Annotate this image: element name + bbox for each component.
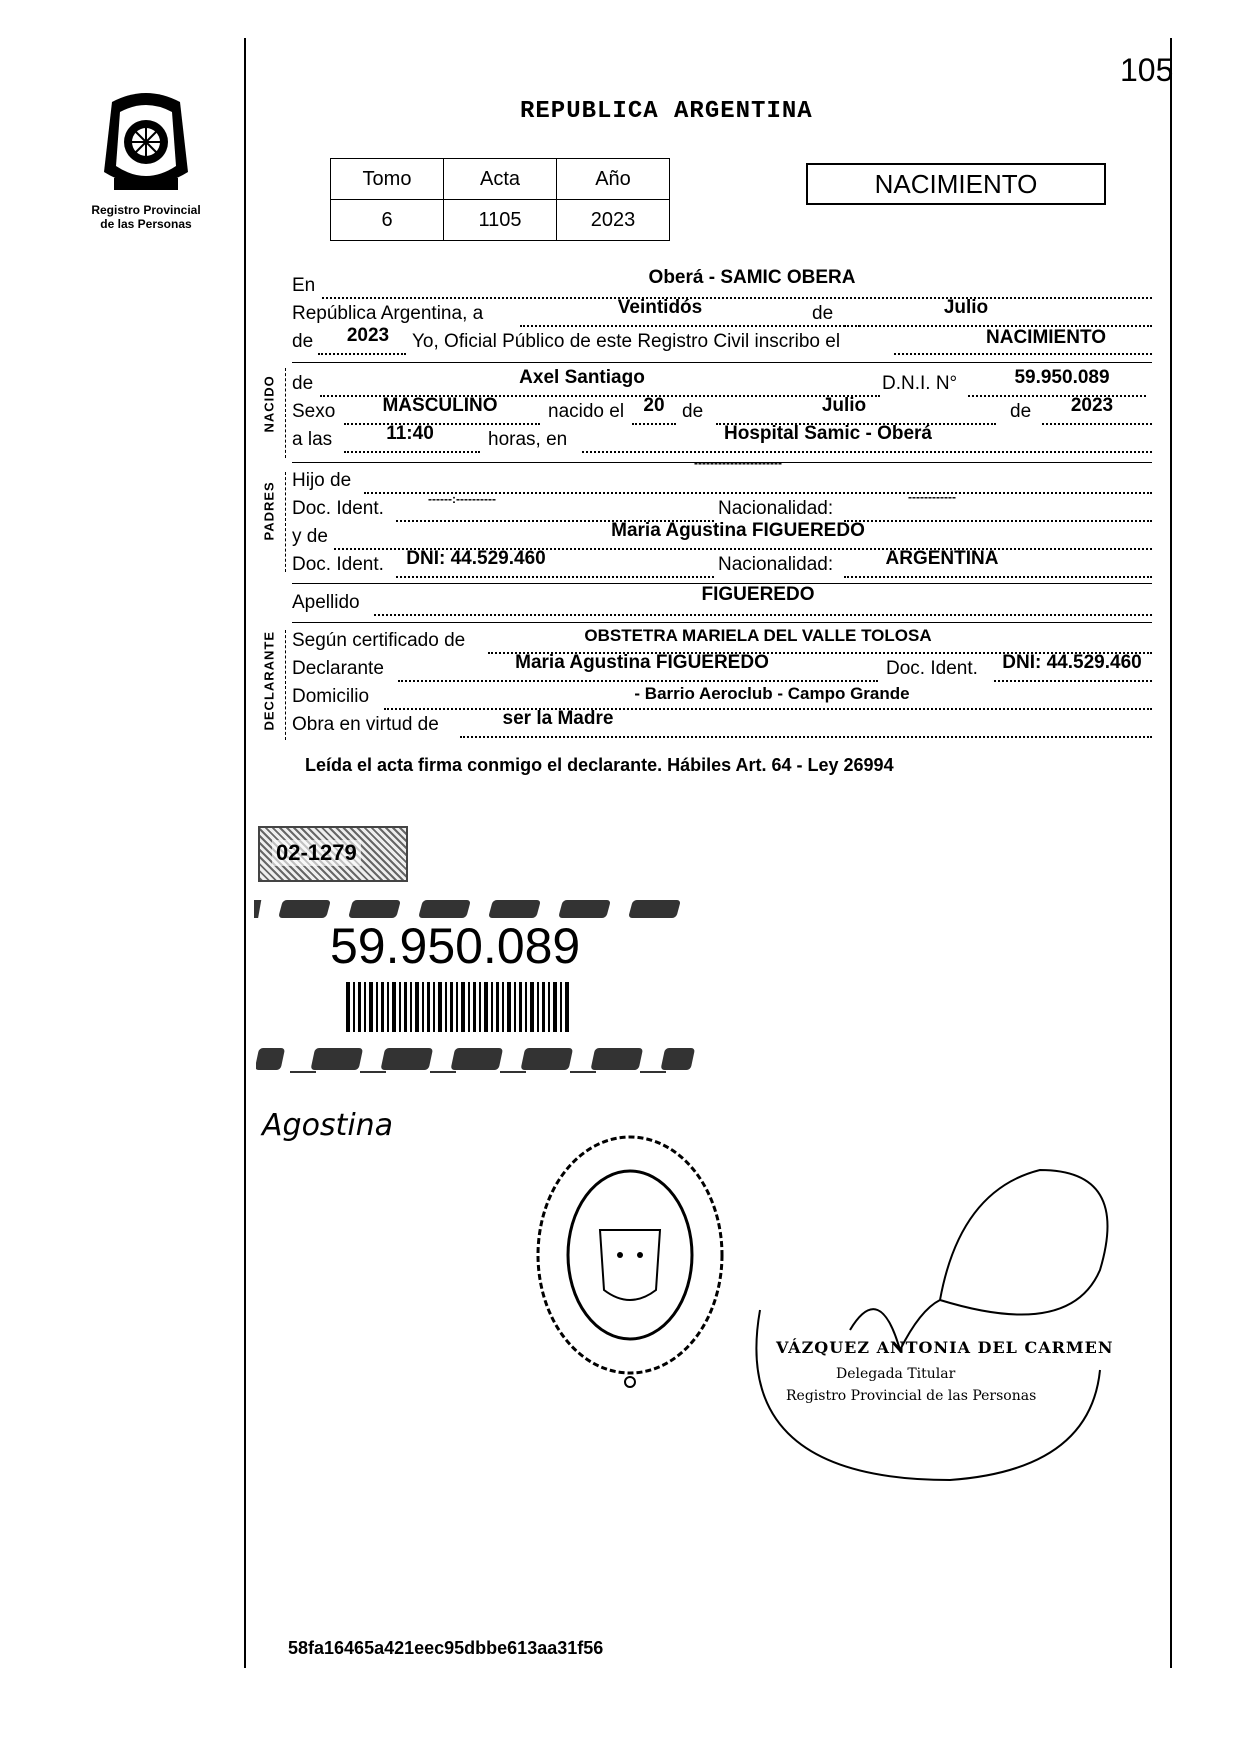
- label-doc-ident: Doc. Ident.: [886, 658, 978, 679]
- child-name: Axel Santiago: [519, 367, 645, 388]
- footer-hash: 58fa16465a421eec95dbbe613aa31f56: [288, 1638, 604, 1658]
- father-doc: ------:----------: [428, 492, 496, 506]
- fill-line: [374, 614, 1152, 616]
- birth-day: 20: [643, 395, 665, 416]
- declarante-label: DECLARANTE: [261, 630, 277, 731]
- row-madre-doc: [292, 548, 1152, 580]
- row-domicilio: [292, 686, 1152, 712]
- label-doc-ident: Doc. Ident.: [292, 554, 384, 575]
- label-de2: de: [292, 331, 314, 352]
- label-domicilio: Domicilio: [292, 686, 370, 707]
- value-acta: 1105: [444, 200, 557, 241]
- label-certificado: Según certificado de: [292, 630, 466, 651]
- fill-line: [398, 680, 878, 682]
- label-horas: horas, en: [488, 429, 568, 450]
- label-dni: D.N.I. N°: [882, 373, 958, 394]
- official-title: Delegada Titular: [836, 1366, 956, 1382]
- official-name: VÁZQUEZ ANTONIA DEL CARMEN: [776, 1338, 1114, 1357]
- fill-line: [318, 353, 406, 355]
- label-de-mid: de: [682, 401, 704, 422]
- label-y-de: y de: [292, 526, 328, 547]
- row-padre-name: [292, 456, 1152, 496]
- row-declarante: [292, 652, 1152, 684]
- register-table: [330, 158, 670, 241]
- day-value: Veintidós: [617, 297, 703, 318]
- father-name: ----------------------: [694, 456, 782, 470]
- label-de-end: de: [1010, 401, 1032, 422]
- header-tomo: Tomo: [331, 159, 444, 200]
- country-title: REPUBLICA ARGENTINA: [520, 98, 813, 125]
- padres-bracket: [285, 472, 286, 572]
- birth-year: 2023: [1070, 395, 1114, 416]
- label-en: En: [292, 275, 316, 296]
- label-hijo-de: Hijo de: [292, 470, 352, 491]
- mother-nationality: ARGENTINA: [885, 548, 999, 569]
- label-nacionalidad: Nacionalidad:: [718, 554, 834, 575]
- place-value: Oberá - SAMIC OBERA: [648, 267, 856, 288]
- fill-line: [968, 395, 1146, 397]
- fill-line: [1042, 423, 1152, 425]
- row-obra: [292, 708, 1152, 740]
- fill-line: [384, 708, 1152, 710]
- official-org: Registro Provincial de las Personas: [786, 1388, 1037, 1404]
- barcode: [346, 982, 570, 1032]
- register-table-values: [331, 200, 670, 241]
- year-value: 2023: [346, 325, 390, 346]
- label-sexo: Sexo: [292, 401, 336, 422]
- section-divider: [292, 362, 1152, 363]
- register-table-header: [331, 159, 670, 200]
- security-stamp: [258, 826, 408, 882]
- fill-line: [994, 680, 1152, 682]
- fill-line: [894, 353, 1152, 355]
- official-signature-scribble: [750, 1150, 1120, 1490]
- label-doc-ident: Doc. Ident.: [292, 498, 384, 519]
- fill-line: [460, 736, 1152, 738]
- registry-name-line1: Registro Provincial: [91, 203, 201, 217]
- surname-value: FIGUEREDO: [701, 584, 815, 605]
- label-nacionalidad: Nacionalidad:: [718, 498, 834, 519]
- handwritten-signature: Agostina: [262, 1108, 394, 1143]
- fill-line: [344, 423, 540, 425]
- fill-line: [844, 576, 1152, 578]
- stamp-code: 02-1279: [272, 840, 361, 866]
- security-pattern-bottom: [256, 1044, 706, 1074]
- capacity-value: ser la Madre: [502, 708, 614, 729]
- label-declarante: Declarante: [292, 658, 384, 679]
- value-tomo: 6: [331, 200, 444, 241]
- declarant-name: Maria Agustina FIGUEREDO: [515, 652, 769, 673]
- row-date: [292, 297, 1152, 329]
- certificate-value: OBSTETRA MARIELA DEL VALLE TOLOSA: [584, 626, 932, 645]
- label-de: de: [812, 303, 834, 324]
- fill-line: [344, 451, 480, 453]
- document-type-box: NACIMIENTO: [806, 163, 1106, 205]
- month-value: Julio: [943, 297, 989, 318]
- province-logo: [92, 82, 200, 200]
- registry-name-line2: de las Personas: [100, 217, 192, 231]
- province-coat-of-arms-icon: [92, 82, 200, 200]
- label-a-las: a las: [292, 429, 333, 450]
- padres-label: PADRES: [261, 481, 277, 541]
- label-oficial: Yo, Oficial Público de este Registro Civil inscribo el: [412, 331, 841, 352]
- fill-line: [520, 325, 860, 327]
- father-nationality: ------------: [908, 490, 956, 504]
- official-seal: [520, 1120, 740, 1390]
- birth-place: Hospital Samic - Oberá: [723, 423, 933, 444]
- row-apellido: [292, 584, 1152, 618]
- declarante-bracket: [285, 630, 286, 740]
- nacido-bracket: [285, 368, 286, 458]
- birth-time: 11:40: [386, 423, 434, 444]
- fill-line: [582, 451, 1152, 453]
- fill-line: [322, 297, 1152, 299]
- fill-line: [396, 576, 714, 578]
- closing-statement: Leída el acta firma conmigo el declarante. Hábiles Art. 64 - Ley 26994: [305, 755, 894, 775]
- page-number: 105: [1120, 52, 1174, 88]
- dni-large-print: 59.950.089: [330, 918, 581, 974]
- left-margin-line: [244, 38, 246, 1668]
- mother-doc: DNI: 44.529.460: [406, 548, 546, 569]
- label-de: de: [292, 373, 314, 394]
- logo-caption: [84, 203, 208, 231]
- value-anio: 2023: [557, 200, 670, 241]
- row-year: [292, 325, 1152, 357]
- row-place: [292, 267, 1152, 301]
- fill-line: [844, 520, 1152, 522]
- section-divider: [292, 622, 1152, 623]
- label-nacido-el: nacido el: [548, 401, 625, 422]
- label-obra: Obra en virtud de: [292, 714, 439, 735]
- child-dni: 59.950.089: [1014, 367, 1110, 388]
- declarant-doc: DNI: 44.529.460: [1002, 652, 1142, 673]
- address-value: - Barrio Aeroclub - Campo Grande: [634, 684, 910, 703]
- fill-line: [632, 423, 676, 425]
- birth-month: Julio: [821, 395, 867, 416]
- act-type-value: NACIMIENTO: [986, 327, 1106, 348]
- header-anio: Año: [557, 159, 670, 200]
- mother-name: Maria Agustina FIGUEREDO: [611, 520, 865, 541]
- right-margin-line: [1170, 38, 1172, 1668]
- header-acta: Acta: [444, 159, 557, 200]
- label-republica: República Argentina, a: [292, 303, 484, 324]
- sex-value: MASCULINO: [382, 395, 498, 416]
- nacido-label: NACIDO: [261, 375, 277, 433]
- row-nacido-time: [292, 423, 1152, 455]
- security-glyph-row: [254, 900, 681, 918]
- label-apellido: Apellido: [292, 592, 360, 613]
